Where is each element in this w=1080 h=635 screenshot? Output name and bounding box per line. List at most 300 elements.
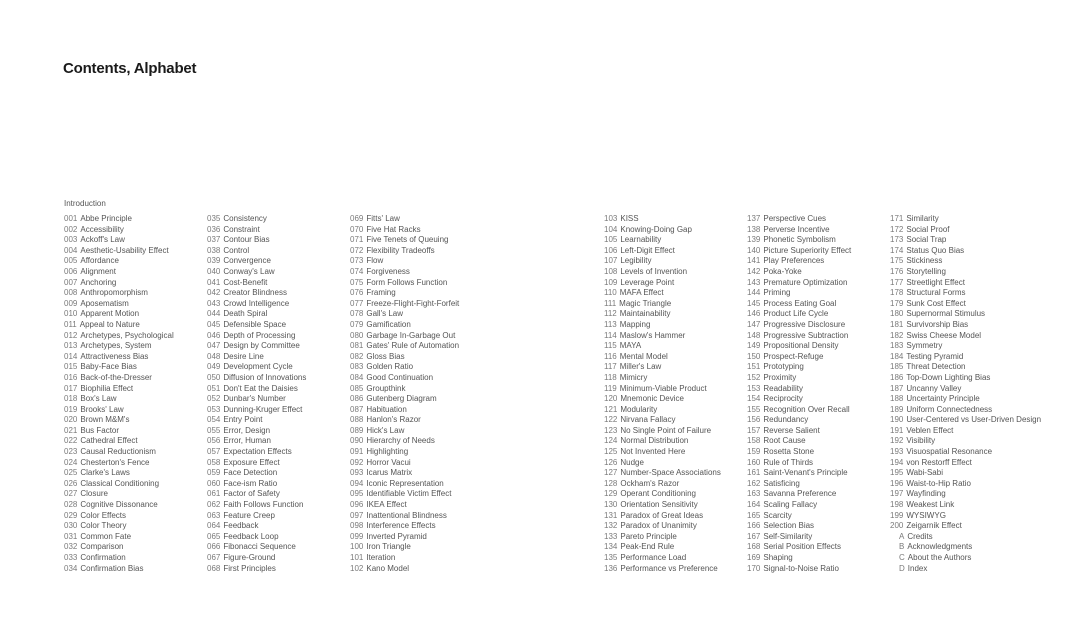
toc-entry[interactable] xyxy=(350,331,459,342)
entry-number: 129 xyxy=(604,489,618,499)
toc-entry[interactable] xyxy=(350,299,459,310)
entry-label: Minimum-Viable Product xyxy=(619,383,707,393)
toc-entry[interactable] xyxy=(207,489,306,500)
toc-entry[interactable] xyxy=(747,521,851,532)
entry-label: Visibility xyxy=(906,436,936,446)
toc-entry[interactable] xyxy=(747,415,851,426)
toc-entry[interactable] xyxy=(604,235,721,246)
entry-label: Social Proof xyxy=(906,224,950,234)
entry-label: Zeigarnik Effect xyxy=(906,521,962,531)
toc-entry[interactable] xyxy=(747,532,851,543)
entry-number: 073 xyxy=(350,256,364,266)
toc-entry[interactable] xyxy=(64,246,174,257)
entry-label: Aesthetic-Usability Effect xyxy=(80,245,169,255)
toc-entry[interactable] xyxy=(747,288,851,299)
entry-number: 110 xyxy=(604,288,617,298)
toc-entry[interactable] xyxy=(207,299,306,310)
toc-entry[interactable] xyxy=(64,341,174,352)
toc-entry[interactable] xyxy=(604,341,721,352)
toc-entry[interactable] xyxy=(747,214,851,225)
toc-entry[interactable] xyxy=(64,479,174,490)
entry-label: IKEA Effect xyxy=(366,500,407,510)
toc-entry[interactable] xyxy=(350,468,459,479)
toc-entry[interactable] xyxy=(64,553,174,564)
toc-entry[interactable] xyxy=(747,542,851,553)
toc-entry[interactable] xyxy=(890,320,1041,331)
entry-number: 083 xyxy=(350,362,364,372)
toc-entry[interactable] xyxy=(64,564,174,575)
toc-entry[interactable] xyxy=(350,225,459,236)
toc-entry[interactable] xyxy=(747,341,851,352)
toc-entry[interactable] xyxy=(747,352,851,363)
toc-entry[interactable] xyxy=(890,458,1041,469)
toc-entry[interactable] xyxy=(207,447,306,458)
entry-number: 061 xyxy=(207,489,221,499)
entry-number: 144 xyxy=(747,288,761,298)
toc-entry[interactable] xyxy=(604,447,721,458)
toc-entry[interactable] xyxy=(207,553,306,564)
toc-entry[interactable] xyxy=(747,320,851,331)
entry-number: 054 xyxy=(207,415,221,425)
toc-entry[interactable] xyxy=(604,362,721,373)
entry-number: 082 xyxy=(350,351,364,361)
toc-entry[interactable] xyxy=(890,341,1041,352)
toc-entry[interactable] xyxy=(350,362,459,373)
entry-label: Miller's Law xyxy=(619,362,662,372)
entry-label: Horror Vacui xyxy=(366,457,411,467)
entry-label: Satisficing xyxy=(763,478,800,488)
entry-label: Five Tenets of Queuing xyxy=(366,235,449,245)
toc-entry[interactable] xyxy=(747,468,851,479)
toc-entry[interactable] xyxy=(747,564,851,575)
toc-entry[interactable] xyxy=(747,489,851,500)
toc-entry[interactable] xyxy=(64,278,174,289)
entry-label: Forgiveness xyxy=(366,266,410,276)
entry-number: 159 xyxy=(747,447,761,457)
toc-entry[interactable] xyxy=(207,564,306,575)
entry-label: Product Life Cycle xyxy=(763,309,829,319)
toc-entry[interactable] xyxy=(207,521,306,532)
toc-entry[interactable] xyxy=(747,309,851,320)
entry-number: 048 xyxy=(207,351,221,361)
entry-label: Recognition Over Recall xyxy=(763,404,850,414)
toc-entry[interactable] xyxy=(350,256,459,267)
entry-number: 105 xyxy=(604,235,618,245)
toc-entry[interactable] xyxy=(890,331,1041,342)
toc-entry[interactable] xyxy=(350,542,459,553)
toc-entry[interactable] xyxy=(64,426,174,437)
toc-entry[interactable] xyxy=(350,373,459,384)
toc-entry[interactable] xyxy=(64,362,174,373)
toc-entry[interactable] xyxy=(604,564,721,575)
toc-entry[interactable] xyxy=(64,394,174,405)
entry-number: 088 xyxy=(350,415,364,425)
toc-entry[interactable] xyxy=(747,278,851,289)
toc-entry[interactable] xyxy=(350,511,459,522)
toc-entry[interactable] xyxy=(604,489,721,500)
toc-entry[interactable] xyxy=(64,500,174,511)
entry-number: 122 xyxy=(604,415,618,425)
toc-entry[interactable] xyxy=(747,479,851,490)
toc-entry[interactable] xyxy=(604,415,721,426)
toc-entry[interactable] xyxy=(604,468,721,479)
toc-entry[interactable] xyxy=(207,362,306,373)
toc-entry[interactable] xyxy=(604,426,721,437)
toc-entry[interactable] xyxy=(350,415,459,426)
toc-entry[interactable] xyxy=(207,405,306,416)
entry-number: 050 xyxy=(207,372,221,382)
entry-number: 021 xyxy=(64,425,78,435)
toc-entry[interactable] xyxy=(64,511,174,522)
toc-entry[interactable] xyxy=(64,352,174,363)
toc-entry[interactable] xyxy=(604,331,721,342)
toc-entry[interactable] xyxy=(350,394,459,405)
introduction-entry[interactable]: Introduction xyxy=(64,199,106,208)
toc-entry[interactable] xyxy=(64,405,174,416)
toc-entry[interactable] xyxy=(207,532,306,543)
entry-number: 111 xyxy=(604,298,617,308)
toc-entry[interactable] xyxy=(890,225,1041,236)
toc-entry[interactable] xyxy=(604,278,721,289)
entry-label: Learnability xyxy=(620,235,662,245)
toc-entry[interactable] xyxy=(350,479,459,490)
toc-entry[interactable] xyxy=(747,458,851,469)
entry-label: Faith Follows Function xyxy=(223,500,304,510)
entry-label: Visuospatial Resonance xyxy=(906,447,993,457)
toc-entry[interactable] xyxy=(207,468,306,479)
toc-entry[interactable] xyxy=(890,288,1041,299)
entry-label: Habituation xyxy=(366,404,407,414)
toc-entry[interactable] xyxy=(890,278,1041,289)
toc-entry[interactable] xyxy=(350,436,459,447)
entry-number: 150 xyxy=(747,351,761,361)
entry-number: 056 xyxy=(207,436,221,446)
toc-entry[interactable] xyxy=(350,235,459,246)
entry-number: 184 xyxy=(890,351,904,361)
entry-label: Figure-Ground xyxy=(223,553,276,562)
toc-entry[interactable] xyxy=(890,500,1041,511)
toc-entry[interactable] xyxy=(747,384,851,395)
entry-number: 022 xyxy=(64,436,78,446)
toc-entry[interactable] xyxy=(604,309,721,320)
entry-label: Flexibility Tradeoffs xyxy=(366,245,435,255)
entry-label: Testing Pyramid xyxy=(906,351,964,361)
toc-entry[interactable] xyxy=(64,489,174,500)
toc-entry[interactable] xyxy=(207,214,306,225)
entry-number: 018 xyxy=(64,394,78,404)
toc-entry[interactable] xyxy=(890,489,1041,500)
toc-entry[interactable] xyxy=(207,373,306,384)
entry-label: Crowd Intelligence xyxy=(223,298,290,308)
toc-entry[interactable] xyxy=(64,542,174,553)
entry-number: 014 xyxy=(64,351,78,361)
toc-entry[interactable] xyxy=(890,521,1041,532)
toc-entry[interactable] xyxy=(207,267,306,278)
entry-label: MAYA xyxy=(619,341,642,351)
toc-entry[interactable] xyxy=(747,362,851,373)
entry-number: 142 xyxy=(747,266,761,276)
toc-entry[interactable] xyxy=(604,299,721,310)
appendix-entry[interactable] xyxy=(890,553,1041,564)
toc-entry[interactable] xyxy=(350,553,459,564)
toc-entry[interactable] xyxy=(747,225,851,236)
toc-entry[interactable] xyxy=(350,532,459,543)
toc-entry[interactable] xyxy=(890,362,1041,373)
toc-entry[interactable] xyxy=(890,309,1041,320)
toc-entry[interactable] xyxy=(890,394,1041,405)
toc-entry[interactable] xyxy=(604,521,721,532)
toc-entry[interactable] xyxy=(747,436,851,447)
entry-number: 182 xyxy=(890,330,904,340)
entry-label: Back-of-the-Dresser xyxy=(80,372,152,382)
toc-entry[interactable] xyxy=(890,352,1041,363)
toc-entry[interactable] xyxy=(207,246,306,257)
toc-entry[interactable] xyxy=(747,553,851,564)
toc-entry[interactable] xyxy=(604,214,721,225)
toc-entry[interactable] xyxy=(207,511,306,522)
toc-entry[interactable] xyxy=(64,458,174,469)
entry-label: Rosetta Stone xyxy=(763,447,815,457)
toc-entry[interactable] xyxy=(64,415,174,426)
toc-entry[interactable] xyxy=(207,225,306,236)
toc-entry[interactable] xyxy=(350,352,459,363)
toc-entry[interactable] xyxy=(207,479,306,490)
entry-label: Brooks' Law xyxy=(80,404,124,414)
toc-entry[interactable] xyxy=(747,511,851,522)
toc-entry[interactable] xyxy=(207,331,306,342)
toc-entry[interactable] xyxy=(604,394,721,405)
toc-entry[interactable] xyxy=(207,235,306,246)
appendix-label: Acknowledgments xyxy=(907,542,973,552)
entry-label: Appeal to Nature xyxy=(79,319,140,329)
entry-label: Groupthink xyxy=(366,383,406,393)
toc-entry[interactable] xyxy=(64,468,174,479)
entry-number: 087 xyxy=(350,404,364,414)
toc-entry[interactable] xyxy=(350,320,459,331)
toc-entry[interactable] xyxy=(890,235,1041,246)
toc-entry[interactable] xyxy=(64,521,174,532)
toc-entry[interactable] xyxy=(604,320,721,331)
entry-number: 098 xyxy=(350,521,364,531)
toc-entry[interactable] xyxy=(64,299,174,310)
entry-label: Dunbar's Number xyxy=(223,394,286,404)
toc-entry[interactable] xyxy=(207,341,306,352)
toc-entry[interactable] xyxy=(890,511,1041,522)
toc-entry[interactable] xyxy=(604,532,721,543)
entry-label: Rule of Thirds xyxy=(763,457,814,467)
toc-entry[interactable] xyxy=(207,394,306,405)
toc-entry[interactable] xyxy=(207,415,306,426)
entry-label: Anchoring xyxy=(80,277,117,287)
toc-entry[interactable] xyxy=(207,320,306,331)
entry-label: Number-Space Associations xyxy=(620,468,721,478)
toc-entry[interactable] xyxy=(64,320,174,331)
toc-entry[interactable] xyxy=(350,489,459,500)
entry-number: 172 xyxy=(890,224,904,234)
toc-entry[interactable] xyxy=(207,458,306,469)
toc-entry[interactable] xyxy=(890,373,1041,384)
toc-entry[interactable] xyxy=(64,447,174,458)
toc-entry[interactable] xyxy=(604,225,721,236)
toc-column-3 xyxy=(350,214,459,574)
toc-entry[interactable] xyxy=(747,256,851,267)
toc-entry[interactable] xyxy=(64,331,174,342)
entry-label: User-Centered vs User-Driven Design xyxy=(906,415,1042,425)
entry-label: Color Theory xyxy=(80,521,127,531)
toc-entry[interactable] xyxy=(350,384,459,395)
entry-label: Phonetic Symbolism xyxy=(763,235,836,245)
toc-entry[interactable] xyxy=(890,299,1041,310)
toc-entry[interactable] xyxy=(747,426,851,437)
toc-entry[interactable] xyxy=(890,447,1041,458)
entry-label: Progressive Subtraction xyxy=(763,330,849,340)
toc-entry[interactable] xyxy=(747,394,851,405)
toc-entry[interactable] xyxy=(350,458,459,469)
toc-entry[interactable] xyxy=(604,542,721,553)
entry-number: 136 xyxy=(604,563,618,573)
toc-entry[interactable] xyxy=(64,267,174,278)
entry-label: Poka-Yoke xyxy=(763,266,802,276)
toc-entry[interactable] xyxy=(890,214,1041,225)
entry-number: 013 xyxy=(64,341,78,351)
toc-entry[interactable] xyxy=(604,500,721,511)
appendix-letter: B xyxy=(899,542,905,552)
toc-entry[interactable] xyxy=(604,288,721,299)
entry-number: 191 xyxy=(890,425,904,435)
entry-label: Mental Model xyxy=(619,351,668,361)
toc-entry[interactable] xyxy=(604,553,721,564)
toc-entry[interactable] xyxy=(350,521,459,532)
toc-entry[interactable] xyxy=(890,479,1041,490)
entry-label: Good Continuation xyxy=(366,372,434,382)
entry-number: 020 xyxy=(64,415,78,425)
entry-label: Aposematism xyxy=(80,298,129,308)
toc-entry[interactable] xyxy=(604,384,721,395)
toc-entry[interactable] xyxy=(747,246,851,257)
toc-entry[interactable] xyxy=(350,426,459,437)
toc-column-2 xyxy=(207,214,306,574)
toc-entry[interactable] xyxy=(350,288,459,299)
toc-entry[interactable] xyxy=(604,479,721,490)
entry-number: 091 xyxy=(350,447,364,457)
toc-entry[interactable] xyxy=(747,405,851,416)
toc-entry[interactable] xyxy=(350,214,459,225)
toc-entry[interactable] xyxy=(747,235,851,246)
entry-number: 010 xyxy=(64,309,78,319)
appendix-entry[interactable] xyxy=(890,564,1041,575)
toc-entry[interactable] xyxy=(890,405,1041,416)
entry-label: Wabi-Sabi xyxy=(906,468,943,478)
toc-entry[interactable] xyxy=(350,246,459,257)
toc-entry[interactable] xyxy=(604,267,721,278)
toc-entry[interactable] xyxy=(604,246,721,257)
toc-entry[interactable] xyxy=(890,436,1041,447)
toc-entry[interactable] xyxy=(350,564,459,575)
toc-entry[interactable] xyxy=(64,309,174,320)
toc-entry[interactable] xyxy=(604,373,721,384)
toc-entry[interactable] xyxy=(890,267,1041,278)
toc-entry[interactable] xyxy=(207,278,306,289)
entry-number: 002 xyxy=(64,224,78,234)
toc-entry[interactable] xyxy=(747,500,851,511)
entry-number: 069 xyxy=(350,214,364,223)
toc-entry[interactable] xyxy=(64,532,174,543)
entry-label: Gamification xyxy=(366,319,411,329)
entry-label: Flow xyxy=(366,256,384,266)
toc-entry[interactable] xyxy=(350,267,459,278)
toc-entry[interactable] xyxy=(64,225,174,236)
toc-entry[interactable] xyxy=(207,426,306,437)
toc-entry[interactable] xyxy=(207,352,306,363)
entry-number: 005 xyxy=(64,256,78,266)
toc-entry[interactable] xyxy=(64,256,174,267)
toc-entry[interactable] xyxy=(207,542,306,553)
toc-entry[interactable] xyxy=(890,384,1041,395)
toc-entry[interactable] xyxy=(890,246,1041,257)
toc-entry[interactable] xyxy=(207,309,306,320)
appendix-entry[interactable] xyxy=(890,532,1041,543)
toc-entry[interactable] xyxy=(604,511,721,522)
toc-entry[interactable] xyxy=(890,426,1041,437)
toc-entry[interactable] xyxy=(350,447,459,458)
appendix-entry[interactable] xyxy=(890,542,1041,553)
entry-number: 138 xyxy=(747,224,761,234)
toc-entry[interactable] xyxy=(604,256,721,267)
toc-entry[interactable] xyxy=(64,235,174,246)
toc-entry[interactable] xyxy=(207,384,306,395)
toc-entry[interactable] xyxy=(890,468,1041,479)
toc-entry[interactable] xyxy=(64,384,174,395)
toc-entry[interactable] xyxy=(350,500,459,511)
toc-entry[interactable] xyxy=(64,436,174,447)
toc-entry[interactable] xyxy=(64,214,174,225)
toc-entry[interactable] xyxy=(350,278,459,289)
toc-entry[interactable] xyxy=(64,373,174,384)
toc-entry[interactable] xyxy=(747,447,851,458)
toc-entry[interactable] xyxy=(207,256,306,267)
entry-label: Modularity xyxy=(620,404,658,414)
entry-label: Levels of Invention xyxy=(620,266,688,276)
toc-entry[interactable] xyxy=(890,256,1041,267)
entry-label: Serial Position Effects xyxy=(763,542,842,552)
entry-number: 127 xyxy=(604,468,618,478)
entry-label: Scaling Fallacy xyxy=(763,500,818,510)
toc-entry[interactable] xyxy=(207,288,306,299)
entry-number: 134 xyxy=(604,542,618,552)
toc-entry[interactable] xyxy=(890,415,1041,426)
toc-entry[interactable] xyxy=(604,405,721,416)
toc-entry[interactable] xyxy=(604,458,721,469)
toc-entry[interactable] xyxy=(747,331,851,342)
entry-label: Entry Point xyxy=(223,415,263,425)
toc-entry[interactable] xyxy=(207,500,306,511)
appendix-letter: D xyxy=(899,563,905,573)
toc-entry[interactable] xyxy=(350,341,459,352)
toc-entry[interactable] xyxy=(747,299,851,310)
toc-entry[interactable] xyxy=(350,405,459,416)
entry-number: 174 xyxy=(890,245,904,255)
toc-entry[interactable] xyxy=(747,267,851,278)
toc-entry[interactable] xyxy=(350,309,459,320)
entry-label: Error, Design xyxy=(223,425,271,435)
toc-entry[interactable] xyxy=(207,436,306,447)
entry-label: Don't Eat the Daisies xyxy=(223,383,298,393)
entry-number: 116 xyxy=(604,351,617,361)
toc-entry[interactable] xyxy=(747,373,851,384)
toc-entry[interactable] xyxy=(64,288,174,299)
toc-entry[interactable] xyxy=(604,352,721,363)
toc-entry[interactable] xyxy=(604,436,721,447)
